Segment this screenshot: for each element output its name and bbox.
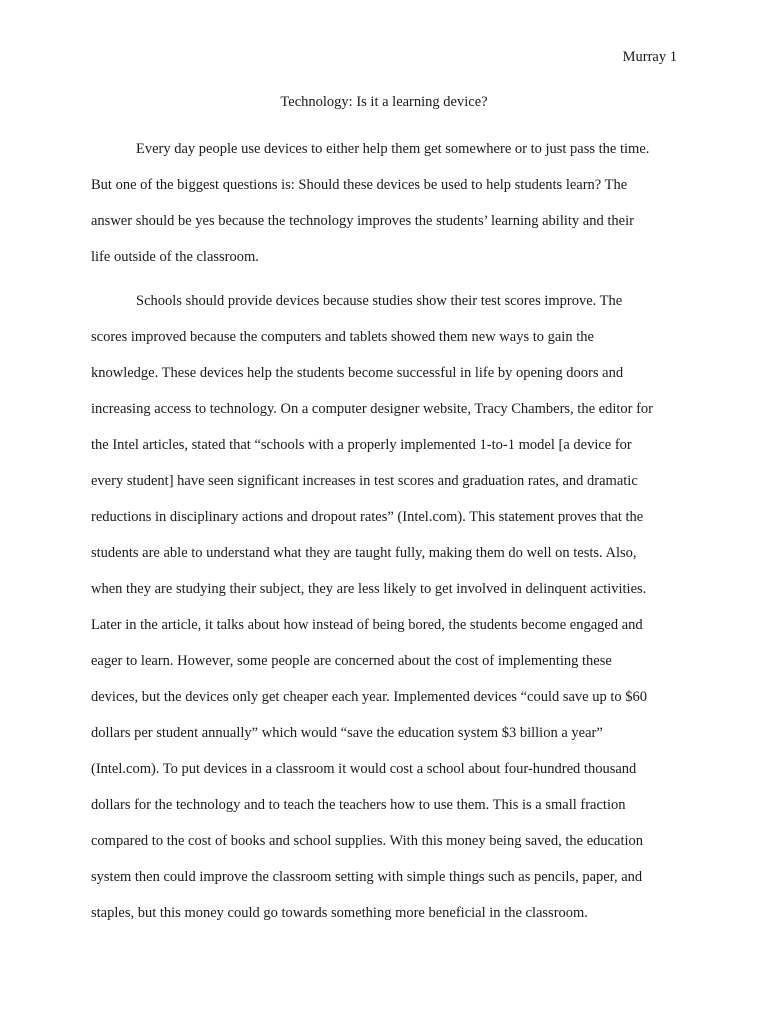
paragraph-line: life outside of the classroom. <box>91 249 259 265</box>
paragraph-line: Schools should provide devices because studies show their test scores improve. The <box>136 293 623 309</box>
paragraph <box>91 131 677 275</box>
document-title: Technology: Is it a learning device? <box>280 94 488 110</box>
paragraph-line: But one of the biggest questions is: Should these devices be used to help students learn? The <box>91 177 628 193</box>
paragraph-line: dollars for the technology and to teach the teachers how to use them. This is a small fraction <box>91 797 626 813</box>
paragraph-line: every student] have seen significant increases in test scores and graduation rates, and dramatic <box>91 473 638 489</box>
paragraph-line: (Intel.com). To put devices in a classroom it would cost a school about four-hundred thousand <box>91 761 637 777</box>
paragraph-line: eager to learn. However, some people are concerned about the cost of implementing these <box>91 653 612 669</box>
paragraph <box>91 283 677 931</box>
paragraph-line: knowledge. These devices help the students become successful in life by opening doors and <box>91 365 624 381</box>
paragraph-line: Every day people use devices to either help them get somewhere or to just pass the time. <box>136 141 650 157</box>
paragraph-line: when they are studying their subject, they are less likely to get involved in delinquent activities. <box>91 581 647 597</box>
paragraph-line: students are able to understand what they are taught fully, making them do well on tests. Also, <box>91 545 637 561</box>
paragraph-line: system then could improve the classroom setting with simple things such as pencils, paper, and <box>91 869 643 885</box>
paragraph-line: compared to the cost of books and school supplies. With this money being saved, the education <box>91 833 644 849</box>
paragraph-line: scores improved because the computers and tablets showed them new ways to gain the <box>91 329 594 345</box>
paragraph-line: Later in the article, it talks about how instead of being bored, the students become engaged and <box>91 617 643 633</box>
paragraph-line: reductions in disciplinary actions and dropout rates” (Intel.com). This statement proves that the <box>91 509 644 525</box>
paragraph-line: answer should be yes because the technology improves the students’ learning ability and their <box>91 213 634 229</box>
paragraph-line: the Intel articles, stated that “schools with a properly implemented 1-to-1 model [a device for <box>91 437 632 453</box>
paragraph-line: staples, but this money could go towards something more beneficial in the classroom. <box>91 905 588 921</box>
paragraph-line: increasing access to technology. On a computer designer website, Tracy Chambers, the editor for <box>91 401 653 417</box>
paragraph-line: dollars per student annually” which would “save the education system $3 billion a year” <box>91 725 603 741</box>
page-header: Murray 1 <box>622 49 677 65</box>
paragraph-line: devices, but the devices only get cheaper each year. Implemented devices “could save up to $60 <box>91 689 648 705</box>
